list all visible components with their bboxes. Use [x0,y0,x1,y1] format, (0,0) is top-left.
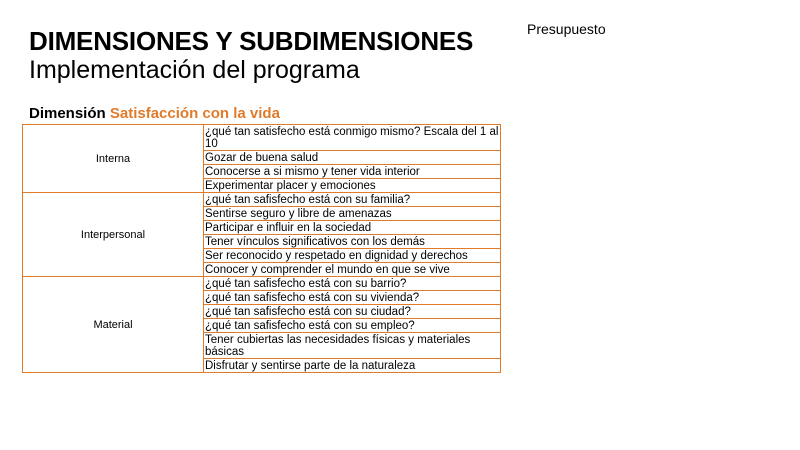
subdimension-item: Ser reconocido y respetado en dignidad y derechos [204,249,501,263]
subdimension-item: ¿qué tan safisfecho está con su barrio? [204,277,501,291]
dimension-label: Dimensión [29,105,106,122]
subdimension-group: Interpersonal [23,193,204,277]
subdimension-item: ¿qué tan satisfecho está conmigo mismo? Escala del 1 al 10 [204,125,501,151]
subdimension-item: Participar e influir en la sociedad [204,221,501,235]
dimension-heading [29,105,280,122]
subdimension-item: Gozar de buena salud [204,151,501,165]
subdimensions-table-body [23,125,501,373]
subdimension-item: ¿qué tan safisfecho está con su familia? [204,193,501,207]
page-subtitle: Implementación del programa [29,56,360,84]
subdimension-item: Sentirse seguro y libre de amenazas [204,207,501,221]
subdimension-group: Interna [23,125,204,193]
subdimension-item: Tener vínculos significativos con los demás [204,235,501,249]
dimension-name: Satisfacción con la vida [109,105,280,122]
subdimension-item: Tener cubiertas las necesidades físicas y materiales básicas [204,333,501,359]
subdimension-item: ¿qué tan safisfecho está con su ciudad? [204,305,501,319]
table-row [23,193,501,207]
table-row [23,125,501,151]
subdimension-item: ¿qué tan safisfecho está con su vivienda? [204,291,501,305]
subdimension-item: ¿qué tan safisfecho está con su empleo? [204,319,501,333]
subdimension-item: Experimentar placer y emociones [204,179,501,193]
subdimension-item: Conocerse a si mismo y tener vida interior [204,165,501,179]
subdimension-group: Material [23,277,204,373]
budget-label: Presupuesto [527,21,606,37]
subdimension-item: Conocer y comprender el mundo en que se vive [204,263,501,277]
table-row [23,277,501,291]
subdimension-item: Disfrutar y sentirse parte de la naturaleza [204,359,501,373]
page-title: DIMENSIONES Y SUBDIMENSIONES [29,26,474,56]
subdimensions-table [22,124,501,373]
